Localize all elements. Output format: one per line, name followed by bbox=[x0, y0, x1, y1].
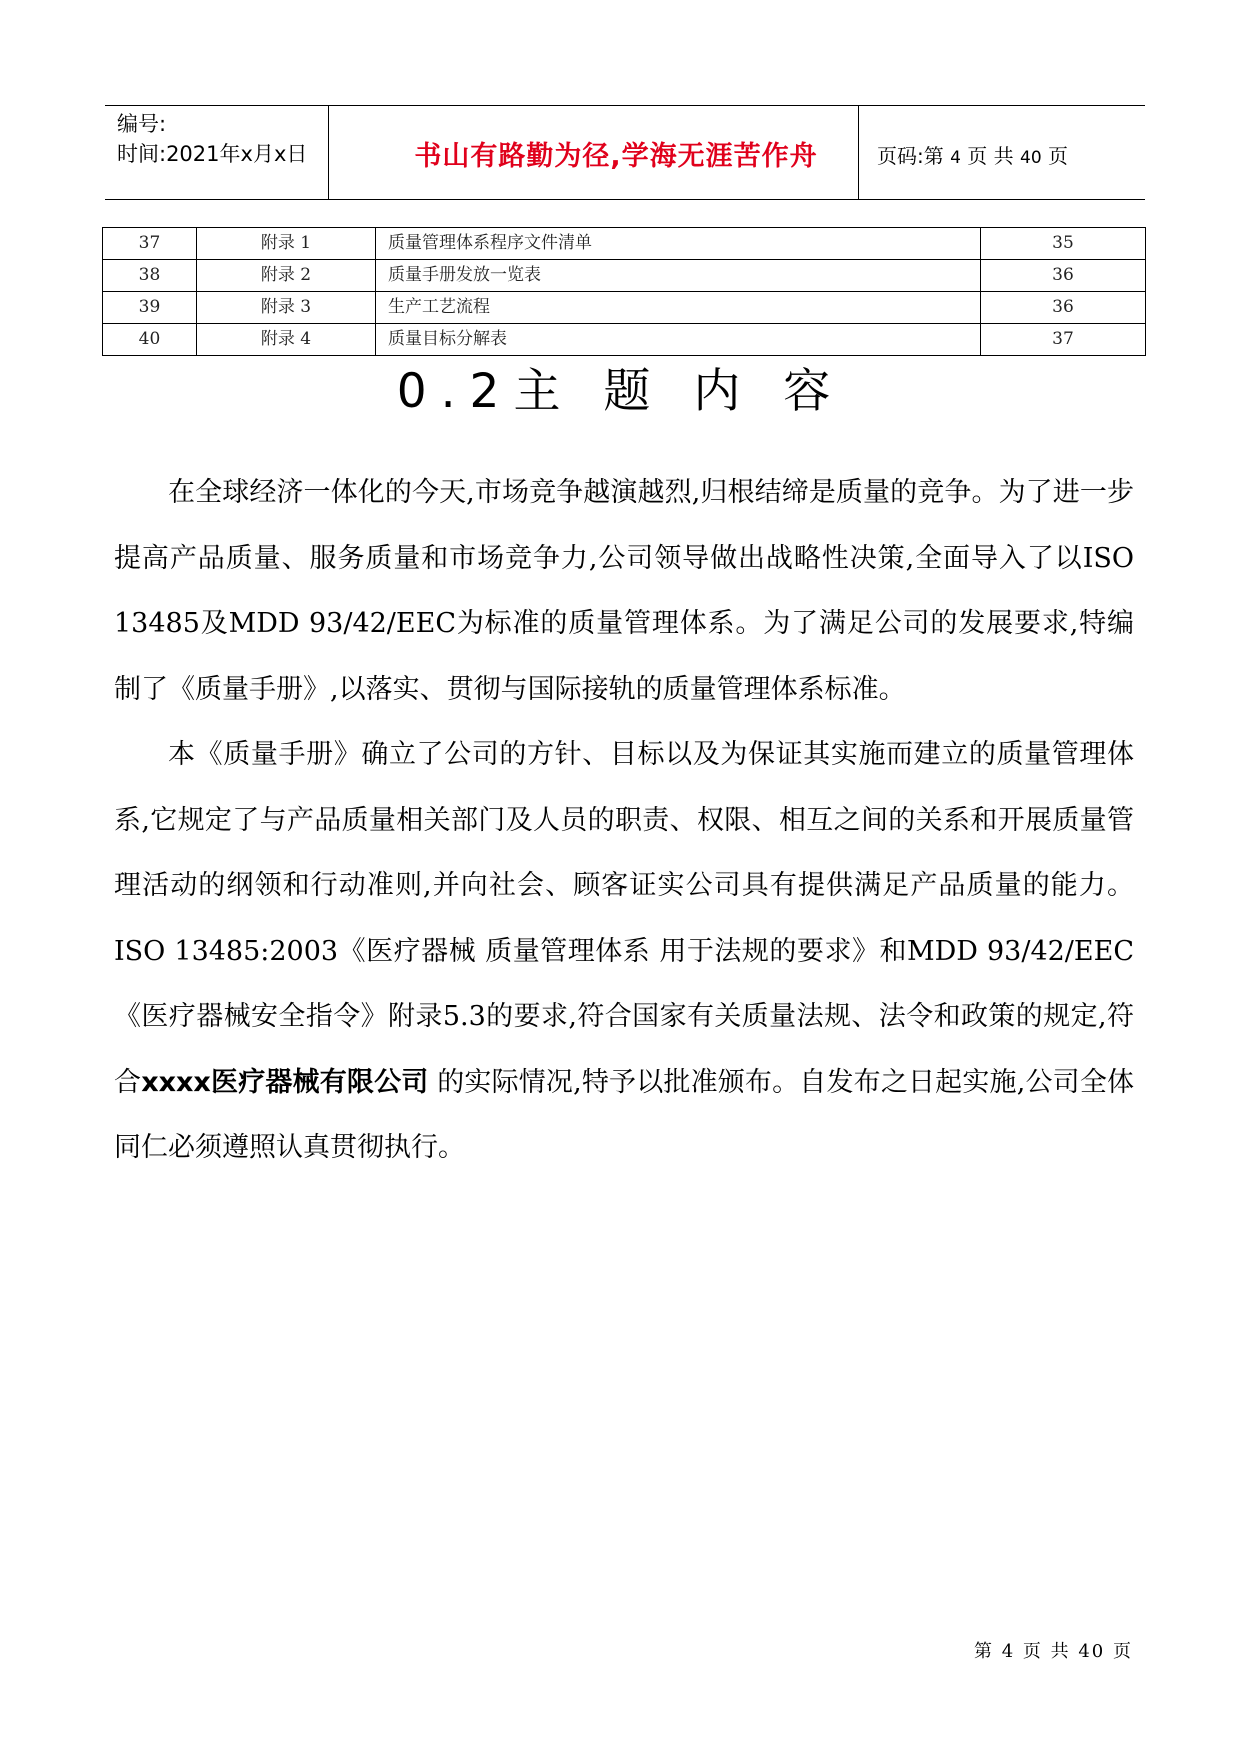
paragraph-approval-text: 本《质量手册》确立了公司的方针、目标以及为保证其实施而建立的质量管理体系,它规定了与产品质量相关部门及人员的职责、权限、相互之间的关系和开展质量管理活动的纲领和行动准则,并向社会、顾客证实公司具有提供满足产品质量的能力。ISO 13485:2003《医疗器械 质量管理体系 用于法规的要求》和MDD 93/42/EEC《医疗器械安全指令》附录5.3的要求,符合国家有关质量法规、法令和政策的规定,符合 bbox=[114, 739, 1134, 1098]
toc-title: 质量手册发放一览表 bbox=[376, 260, 981, 292]
header-page-prefix: 页码:第 bbox=[877, 144, 944, 168]
section-heading: 0.2主 题 内 容 bbox=[396, 364, 845, 419]
footer-page-total: 40 bbox=[1078, 1641, 1106, 1662]
document-time-label: 时间:2021年x月x日 bbox=[117, 142, 308, 166]
header-divider-right bbox=[858, 106, 859, 199]
table-row bbox=[103, 324, 1146, 356]
toc-section: 附录 3 bbox=[197, 292, 376, 324]
document-number-label: 编号: bbox=[117, 112, 167, 136]
toc-index: 38 bbox=[103, 260, 197, 292]
header-page-total: 40 bbox=[1020, 148, 1042, 168]
header-page-suffix: 页 bbox=[1048, 144, 1069, 168]
table-row bbox=[103, 228, 1146, 260]
toc-index: 39 bbox=[103, 292, 197, 324]
paragraph-intro: 在全球经济一体化的今天,市场竞争越演越烈,归根结缔是质量的竞争。为了进一步提高产品质量、服务质量和市场竞争力,公司领导做出战略性决策,全面导入了以ISO 13485及MDD 93/42/EEC为标准的质量管理体系。为了满足公司的发展要求,特编制了《质量手册》,以落实、贯彻与国际接轨的质量管理体系标准。 bbox=[114, 477, 1134, 705]
toc-title: 质量目标分解表 bbox=[376, 324, 981, 356]
toc-page: 35 bbox=[981, 228, 1146, 260]
toc-title: 质量管理体系程序文件清单 bbox=[376, 228, 981, 260]
toc-section: 附录 1 bbox=[197, 228, 376, 260]
page-header bbox=[105, 105, 1145, 200]
toc-index: 40 bbox=[103, 324, 197, 356]
header-motto: 书山有路勤为径,学海无涯苦作舟 bbox=[414, 141, 818, 172]
footer-prefix: 第 bbox=[973, 1641, 994, 1662]
toc-section: 附录 2 bbox=[197, 260, 376, 292]
footer-suffix: 页 bbox=[1113, 1641, 1133, 1662]
toc-title: 生产工艺流程 bbox=[376, 292, 981, 324]
company-name: xxxx医疗器械有限公司 bbox=[141, 1066, 429, 1098]
header-page-mid: 页 共 bbox=[967, 144, 1014, 168]
paragraph-approval bbox=[114, 722, 1134, 1181]
paragraph-approval-tail: 的实际情况,特予以批准颁布。自发布之日起实施,公司全体同仁必须遵照认真贯彻执行。 bbox=[114, 1066, 1134, 1163]
footer-page-current: 4 bbox=[1001, 1641, 1016, 1662]
toc-index: 37 bbox=[103, 228, 197, 260]
body-content bbox=[114, 460, 1134, 1181]
table-row bbox=[103, 260, 1146, 292]
page-footer bbox=[974, 1637, 1133, 1663]
toc-page: 37 bbox=[981, 324, 1146, 356]
footer-mid: 页 共 bbox=[1022, 1641, 1071, 1662]
toc-section: 附录 4 bbox=[197, 324, 376, 356]
header-page-info bbox=[877, 140, 1068, 169]
header-page-current: 4 bbox=[950, 148, 961, 168]
toc-table bbox=[102, 227, 1146, 356]
toc-page: 36 bbox=[981, 292, 1146, 324]
table-row bbox=[103, 292, 1146, 324]
header-meta bbox=[117, 109, 307, 169]
toc-page: 36 bbox=[981, 260, 1146, 292]
header-divider-left bbox=[328, 106, 329, 199]
